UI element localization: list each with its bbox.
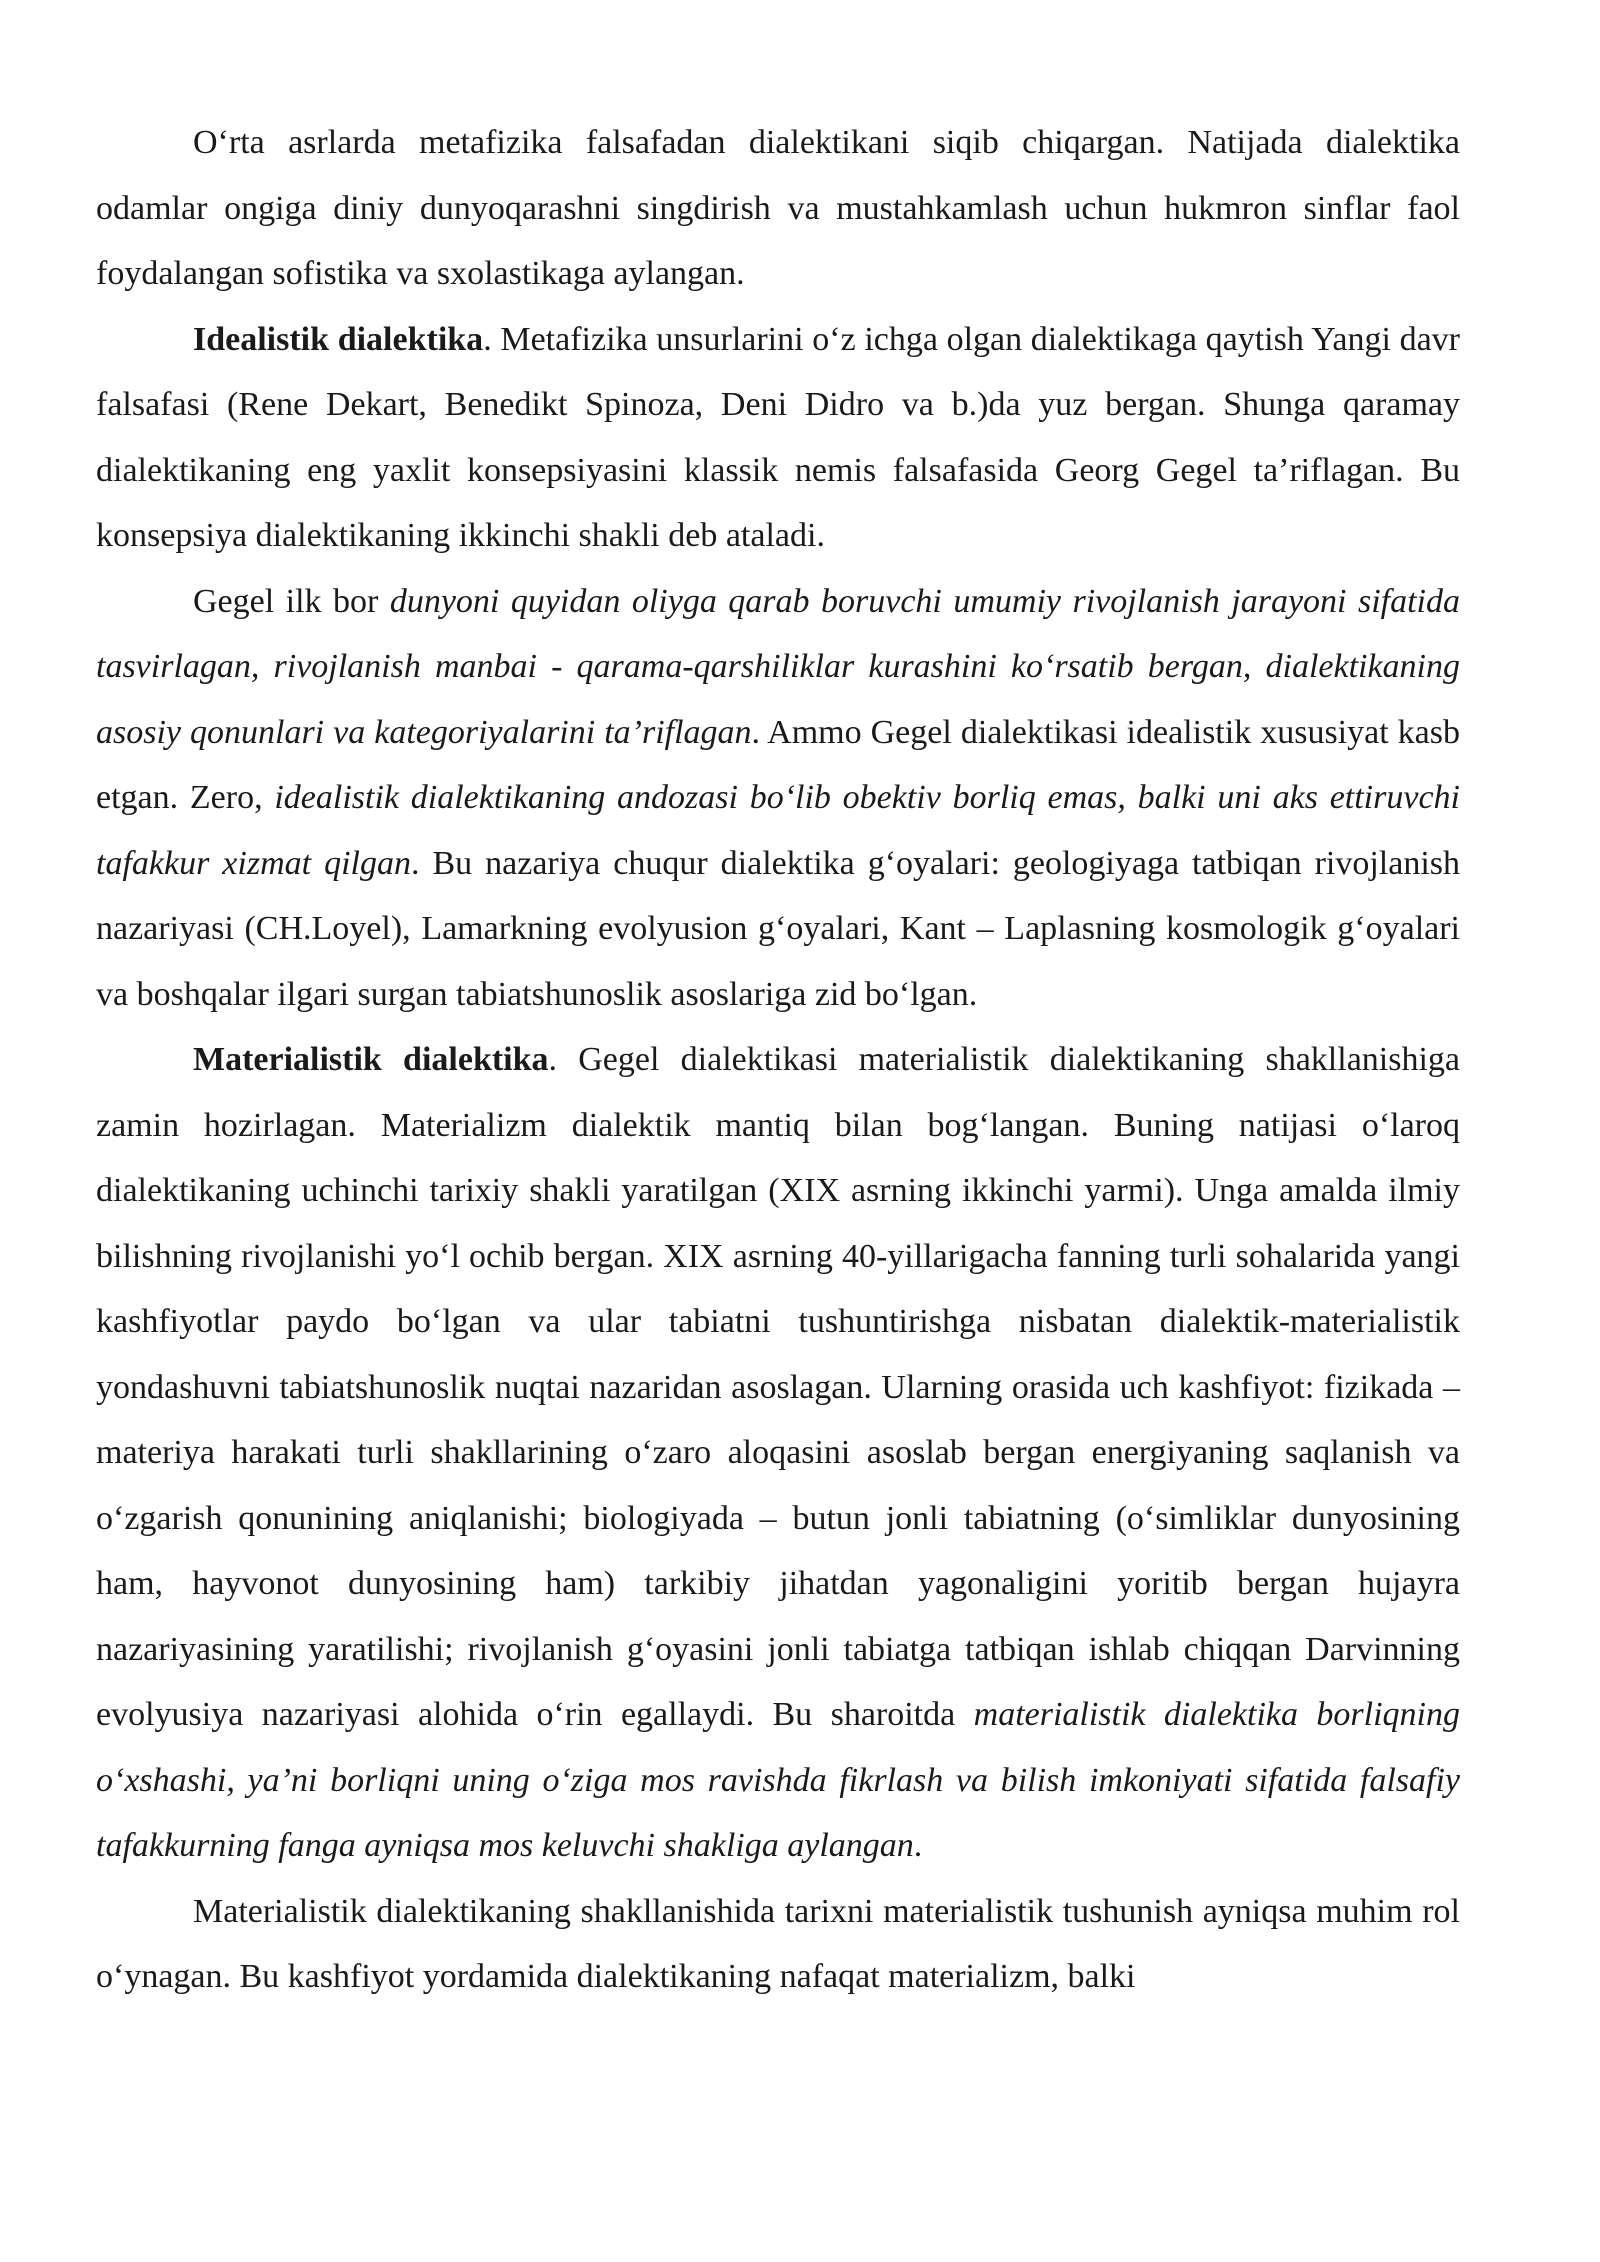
text-segment: . Metafizika unsurlarini o‘z ichga olgan dialektikaga qaytish Yangi davr falsafasi (Rene Dekart, Benedikt Spinoza, Deni Didro va b.)da yuz bergan. Shunga qaramay dialektikaning eng yaxlit konsepsiyasini klassik nemis falsafasida Georg Gegel ta’riflagan. Bu konsepsiya dialektikaning ikkinchi shakli deb ataladi. <box>96 320 1461 554</box>
italic-emphasis: materialistik dialektika borliqning o‘xshashi, ya’ni borliqni uning o‘ziga mos ravishda fikrlash va bilish imkoniyati sifatida falsafiy tafakkurning fanga ayniqsa mos keluvchi shakliga aylangan <box>96 1696 1460 1864</box>
italic-emphasis: idealistik dialektikaning andozasi bo‘lib obektiv borliq emas, balki uni aks ettiruvchi tafakkur xizmat qilgan <box>96 779 1460 882</box>
document-page <box>96 110 1460 2010</box>
paragraph-metaphysics-middle-ages <box>96 110 1460 307</box>
text-segment: . Ammo Gegel dialektikasi idealistik xususiyat kasb etgan. Zero, <box>96 713 1460 816</box>
paragraph-materialistic-dialectics <box>96 1027 1460 1879</box>
text-segment: . Gegel dialektikasi materialistik dialektikaning shakllanishiga zamin hozirlagan. Materializm dialektik mantiq bilan bog‘langan. Buning natijasi o‘laroq dialektikaning uchinchi tarixiy shakli yaratilgan (XIX asrning ikkinchi yarmi). Unga amalda ilmiy bilishning rivojlanishi yo‘l ochib bergan. XIX asrning 40-yillarigacha fanning turli sohalarida yangi kashfiyotlar paydo bo‘lgan va ular tabiatni tushuntirishga nisbatan dialektik-materialistik yondashuvni tabiatshunoslik nuqtai nazaridan asoslagan. Ularning orasida uch kashfiyot: fizikada – materiya harakati turli shakllarining o‘zaro aloqasini asoslab bergan energiyaning saqlanish va o‘zgarish qonunining aniqlanishi; biologiyada – butun jonli tabiatning (o‘simliklar dunyosining ham, hayvonot dunyosining ham) tarkibiy jihatdan yagonaligini yoritib bergan hujayra nazariyasining yaratilishi; rivojlanish g‘oyasini jonli tabiatga tatbiqan ishlab chiqqan Darvinning evolyusiya nazariyasi alohida o‘rin egallaydi. Bu sharoitda <box>96 1041 1460 1733</box>
text-segment: O‘rta asrlarda metafizika falsafadan dialektikani siqib chiqargan. Natijada dialektika odamlar ongiga diniy dunyoqarashni singdirish va mustahkamlash uchun hukmron sinflar faol foydalangan sofistika va sxolastikaga aylangan. <box>96 124 1460 292</box>
paragraph-history-materialism <box>96 1879 1460 2010</box>
paragraph-idealistic-dialectics <box>96 307 1460 569</box>
italic-emphasis: dunyoni quyidan oliyga qarab boruvchi umumiy rivojlanish jarayoni sifatida tasvirlagan, rivojlanish manbai - qarama-qarshiliklar kurashini ko‘rsatib bergan, dialektikaning asosiy qonunlari va kategoriyalarini ta’riflagan <box>96 582 1460 751</box>
text-segment: . Bu nazariya chuqur dialektika g‘oyalari: geologiyaga tatbiqan rivojlanish nazariyasi (CH.Loyel), Lamarkning evolyusion g‘oyalari, Kant – Laplasning kosmologik g‘oyalari va boshqalar ilgari surgan tabiatshunoslik asoslariga zid bo‘lgan. <box>96 844 1461 1013</box>
paragraph-hegel <box>96 569 1460 1028</box>
section-heading-idealistic-dialectics: Idealistik dialektika <box>193 320 484 358</box>
text-segment: Materialistik dialektikaning shakllanishida tarixni materialistik tushunish ayniqsa muhim rol o‘ynagan. Bu kashfiyot yordamida dialektikaning nafaqat materializm, balki <box>96 1892 1460 1995</box>
text-segment: . <box>913 1827 923 1864</box>
section-heading-materialistic-dialectics: Materialistik dialektika <box>193 1041 549 1078</box>
text-segment: Gegel ilk bor <box>193 582 390 620</box>
